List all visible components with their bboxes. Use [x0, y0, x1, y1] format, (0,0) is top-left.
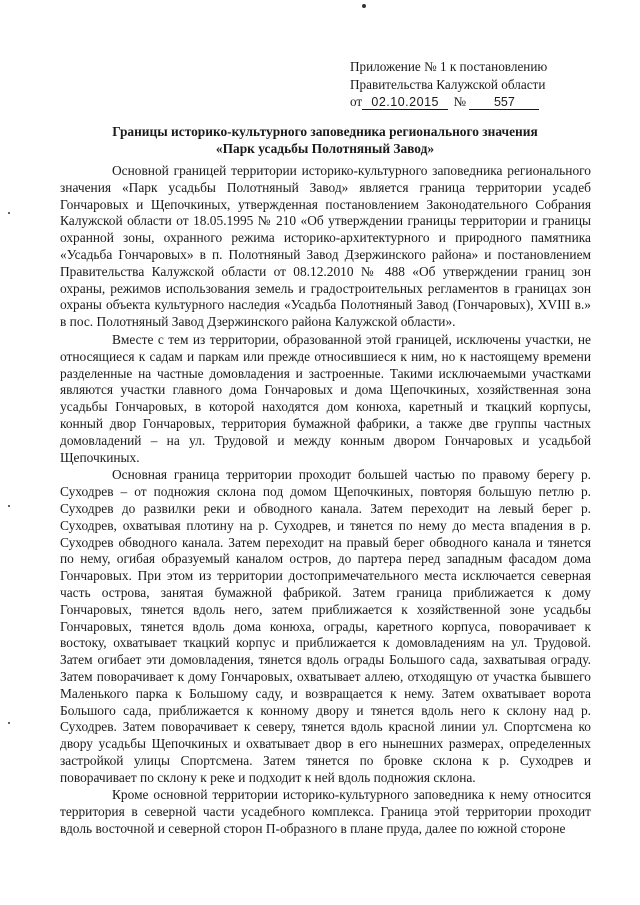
- title-line-1: Границы историко-культурного заповедника регионального значения: [112, 124, 538, 139]
- scan-artifact-dot: [8, 212, 10, 214]
- scan-artifact-dot: [8, 505, 10, 507]
- date-value: 02.10.2015: [362, 95, 448, 110]
- appendix-line-2: Правительства Калужской области: [350, 76, 546, 92]
- paragraph: Кроме основной территории историко-культурного заповедника к нему относится территория в северной части усадебного комплекса. Граница этой территории проходит вдоль восточной и северной сторон П-образного в плане пруда, далее по южной стороне: [60, 787, 591, 837]
- appendix-date-line: [350, 93, 590, 111]
- paragraph: Основная граница территории проходит большей частью по правому берегу р. Суходрев – от подножия склона под домом Щепочкиных, повторяя большую петлю р. Суходрев до развилки реки и обводного канала. Затем переходит на левый берег р. Суходрев, охватывая плотину на р. Суходрев, и тянется по нему до места впадения в р. Суходрев обводного канала. Затем переходит на правый берег обводного канала и тянется по нему, огибая образуемый каналом остров, до партера перед западным фасадом дома Гончаровых. При этом из территории достопримечательного места исключается северная часть острова, занятая бумажной фабрикой. Затем граница приближается к дому Гончаровых, тянется вдоль него, затем приближается к хозяйственной зоне усадьбы Гончаровых, тянется вдоль дома конюха, ограды, каретного корпуса, поворачивает к востоку, охватывает ткацкий корпус и приближается к домовладениям на ул. Трудовой. Затем огибает эти домовладения, тянется вдоль ограды Большого сада, захватывая ограду. Затем поворачивает к дому Гончаровых, охватывает аллею, отходящую от участка бывшего Маленького парка к Большому саду, и возвращается к нему. Затем охватывает ворота Большого сада, приближается к конному двору и тянется вдоль него к склону над р. Суходрев. Затем поворачивает к северу, тянется вдоль красной линии ул. Спортсмена ко двору усадьбы Щепочкиных и охватывает двор в его нынешних размерах, определенных застройкой улицы Спортсмена. Затем тянется по бровке склона к р. Суходрев и поворачивает по склону к реке и подходит к ней вдоль подножия склона.: [60, 467, 591, 785]
- scan-artifact-dot: [362, 4, 366, 8]
- paragraph: Вместе с тем из территории, образованной этой границей, исключены участки, не относящиеся к садам и паркам или прежде относившиеся к ним, но к настоящему времени разделенные на частные домовладения и застроенные. Такими исключаемыми участками являются участки главного дома Гончаровых и дома Щепочкиных, хозяйственная зона усадьбы Гончаровых, в которой находятся дом конюха, каретный и ткацкий корпусы, конный двор Гончаровых, территория бумажной фабрики, а также две группы частных домовладений – на ул. Трудовой и между конным двором Гончаровых и усадьбой Щепочкиных.: [60, 331, 591, 465]
- date-prefix: от: [350, 94, 363, 109]
- appendix-line-1: Приложение № 1 к постановлению: [350, 59, 548, 74]
- document-body: [60, 163, 591, 838]
- title-line-2: «Парк усадьбы Полотняный Завод»: [215, 140, 435, 156]
- paragraph: Основной границей территории историко-культурного заповедника регионального значения «Парк усадьбы Полотняный Завод» является граница территории усадеб Гончаровых и Щепочкиных, утвержденная постановлением Законодательного Собрания Калужской области от 18.05.1995 № 210 «Об утверждении границы территории и границы охранной зоны, охранного режима историко-архитектурного и природного памятника «Усадьба Гончаровых» в п. Полотняный Завод Дзержинского района» и постановлением Правительства Калужской области от 08.12.2010 № 488 «Об утверждении границ зон охраны, режимов использования земель и градостроительных регламентов в границах зон охраны объекта культурного наследия «Усадьба Полотняный Завод (Гончаровых), XVIII в.» в пос. Полотняный Завод Дзержинского района Калужской области».: [60, 163, 591, 330]
- number-value: 557: [469, 95, 539, 110]
- document-title: [60, 124, 590, 157]
- number-sign: №: [453, 94, 467, 109]
- appendix-header: [350, 58, 590, 111]
- scan-artifact-dot: [8, 722, 10, 724]
